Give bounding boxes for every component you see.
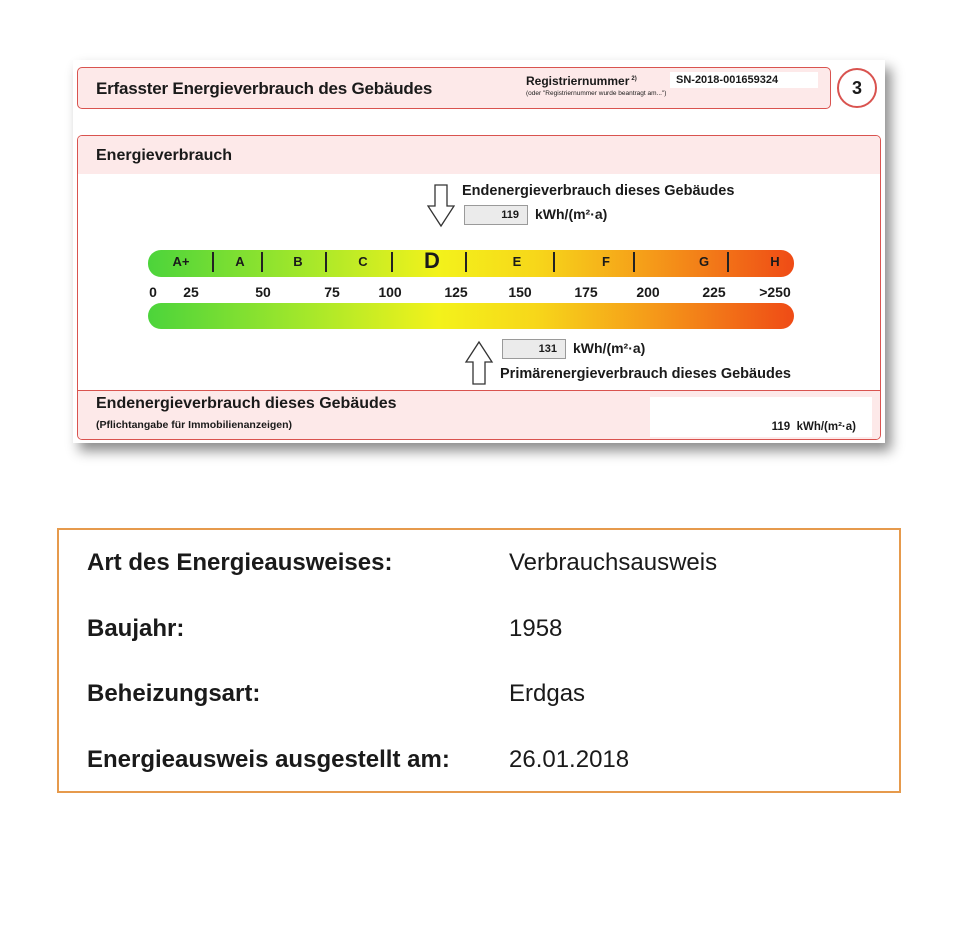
info-value: 1958 [509, 615, 563, 642]
energy-class-scale [148, 250, 794, 277]
end-energy-value: 119 [464, 205, 528, 225]
registration-number: SN-2018-001659324 [670, 72, 818, 88]
primary-energy-unit: kWh/(m²·a) [573, 340, 646, 356]
energy-consumption-section [77, 135, 881, 440]
footer-value-unit: kWh/(m²·a) [796, 421, 856, 433]
energy-class-label: F [602, 254, 610, 269]
footer-value [772, 421, 856, 433]
info-value: 26.01.2018 [509, 746, 630, 773]
primary-energy-label: Primärenergieverbrauch dieses Gebäudes [500, 366, 791, 382]
footer-subtitle: (Pflichtangabe für Immobilienanzeigen) [96, 419, 293, 431]
info-value: Verbrauchsausweis [509, 549, 718, 576]
scale-tick-label: 0 [149, 284, 157, 300]
scale-tick-label: 50 [255, 284, 271, 300]
info-row-issue-date [87, 745, 887, 775]
info-row-construction-year [87, 614, 887, 644]
primary-energy-value: 131 [502, 339, 566, 359]
end-energy-label: Endenergieverbrauch dieses Gebäudes [462, 183, 735, 199]
arrow-up-icon [464, 340, 494, 386]
scale-tick-label: 225 [702, 284, 726, 300]
property-info-box [57, 528, 901, 793]
page-number-badge: 3 [837, 68, 877, 108]
scale-tick-label: 75 [324, 284, 340, 300]
footer-value-number: 119 [771, 421, 791, 433]
certificate-header-title: Erfasster Energieverbrauch des Gebäudes [96, 79, 433, 98]
info-value: Erdgas [509, 680, 586, 707]
info-row-certificate-type [87, 548, 887, 578]
energy-class-label: H [770, 254, 780, 269]
info-label: Beheizungsart: [87, 680, 261, 707]
registration-note: (oder "Registriernummer wurde beantragt am...") [526, 90, 667, 97]
info-label: Energieausweis ausgestellt am: [87, 746, 450, 773]
scale-tick-label: 100 [378, 284, 402, 300]
scale-tick-label: 150 [508, 284, 532, 300]
energy-class-label: D [424, 250, 440, 273]
certificate-header [77, 67, 831, 109]
footer-title: Endenergieverbrauch dieses Gebäudes [96, 395, 397, 412]
energy-class-label: C [358, 254, 368, 269]
scale-tick-label: 25 [183, 284, 199, 300]
end-energy-unit: kWh/(m²·a) [535, 206, 608, 222]
info-label: Art des Energieausweises: [87, 549, 393, 576]
scale-tick-label: >250 [759, 284, 791, 300]
energy-gradient-bar [148, 303, 794, 329]
info-label: Baujahr: [87, 615, 185, 642]
section-header [78, 136, 880, 174]
energy-class-label: B [293, 254, 303, 269]
scale-tick-label: 175 [574, 284, 598, 300]
energy-class-label: A+ [172, 254, 190, 269]
arrow-down-icon [427, 184, 455, 228]
registration-footnote-mark: 2) [631, 76, 637, 82]
footer-value-box [650, 397, 872, 437]
scale-tick-label: 125 [444, 284, 468, 300]
mandatory-info-row [78, 390, 880, 440]
registration-label: Registriernummer $^{2)}$ [526, 74, 637, 88]
section-title: Energieverbrauch [96, 147, 233, 164]
info-row-heating-type [87, 679, 887, 709]
scale-tick-label: 200 [636, 284, 660, 300]
energy-certificate [73, 60, 885, 443]
energy-class-label: E [512, 254, 522, 269]
energy-class-label: A [235, 254, 245, 269]
energy-class-label: G [698, 254, 710, 269]
